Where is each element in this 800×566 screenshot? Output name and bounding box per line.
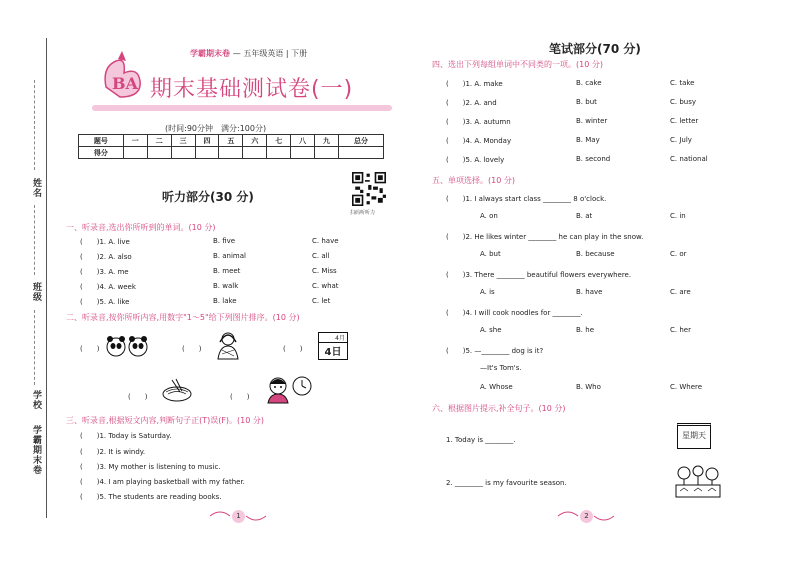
noodles-icon	[160, 376, 194, 404]
part5-q5: ( )5. —________ dog is it?	[446, 347, 544, 355]
calendar-day: 4日	[324, 347, 342, 358]
part4-q2-c: C. busy	[670, 98, 697, 106]
part5-q1-a: A. on	[480, 212, 498, 220]
cell: 总分	[339, 135, 384, 147]
part5-q2-c: C. or	[670, 250, 687, 258]
part2-paren-5: ( )	[230, 393, 250, 401]
spring-garden-icon	[674, 463, 722, 499]
part4-q4-a: ( )4. A. Monday	[446, 137, 512, 145]
name-dash	[34, 80, 35, 170]
written-title: 笔试部分(70 分)	[549, 42, 641, 56]
part3-item-3: ( )3. My mother is listening to music.	[80, 463, 221, 471]
part1-q4-b: B. walk	[213, 282, 239, 290]
part1-q1-b: B. five	[213, 237, 236, 245]
part5-q3-a: A. is	[480, 288, 495, 296]
score-row	[79, 147, 384, 159]
part1-heading: 一、听录音,选出你所听到的单词。(10 分)	[66, 223, 216, 232]
part6-heading: 六、根据图片提示,补全句子。(10 分)	[432, 404, 566, 413]
cell: 六	[243, 135, 267, 147]
part1-q1-a: ( )1. A. live	[80, 238, 130, 246]
part6-s1: 1. Today is ________.	[446, 436, 516, 444]
cell: 一	[123, 135, 147, 147]
part5-q5-opt-a: A. Whose	[480, 383, 513, 391]
part3-item-1: ( )1. Today is Saturday.	[80, 432, 172, 440]
class-dash	[34, 205, 35, 275]
part5-q3-b: B. have	[576, 288, 603, 296]
part5-q4-c: C. her	[670, 326, 691, 334]
part4-q5-c: C. national	[670, 155, 708, 163]
part5-q1-c: C. in	[670, 212, 686, 220]
part1-q2-a: ( )2. A. also	[80, 253, 132, 261]
part5-heading: 五、单项选择。(10 分)	[432, 176, 515, 185]
part3-item-4: ( )4. I am playing basketball with my father.	[80, 478, 245, 486]
part1-q5-a: ( )5. A. like	[80, 298, 130, 306]
logo-icon	[98, 47, 146, 105]
volume-text: 下册	[291, 49, 308, 58]
part4-q3-b: B. winter	[576, 117, 608, 125]
part2-paren-2: ( )	[182, 345, 202, 353]
cell: 二	[147, 135, 171, 147]
part4-q3-a: ( )3. A. autumn	[446, 118, 511, 126]
part5-q4: ( )4. I will cook noodles for ________.	[446, 309, 583, 317]
school-dash	[34, 310, 35, 385]
part4-q1-c: C. take	[670, 79, 695, 87]
part5-q1-b: B. at	[576, 212, 593, 220]
cell: 四	[195, 135, 219, 147]
cell: 五	[219, 135, 243, 147]
part3-heading: 三、听录音,根据短文内容,判断句子正(T)误(F)。(10 分)	[66, 416, 265, 425]
part5-q4-b: B. he	[576, 326, 594, 334]
part5-q2-a: A. but	[480, 250, 501, 258]
svg-text:BA: BA	[112, 74, 138, 93]
sunday-calendar-icon: 星期天	[677, 423, 711, 449]
part5-q4-a: A. she	[480, 326, 502, 334]
score-header-row	[79, 135, 384, 147]
grade-text: 五年级英语	[243, 49, 284, 58]
cell: 八	[291, 135, 315, 147]
part1-q1-c: C. have	[312, 237, 339, 245]
cell: 三	[171, 135, 195, 147]
page-number-right: 2	[580, 510, 593, 523]
part1-q4-c: C. what	[312, 282, 339, 290]
part2-paren-1: ( )	[80, 345, 100, 353]
part5-q1: ( )1. I always start class ________ 8 o'clock.	[446, 195, 607, 203]
cell: 题号	[79, 135, 124, 147]
part4-q2-a: ( )2. A. and	[446, 99, 497, 107]
part2-paren-3: ( )	[283, 345, 303, 353]
part1-q3-c: C. Miss	[312, 267, 337, 275]
part4-q5-a: ( )5. A. lovely	[446, 156, 505, 164]
part3-item-2: ( )2. It is windy.	[80, 448, 146, 456]
part1-q2-b: B. animal	[213, 252, 246, 260]
pandas-icon	[104, 332, 150, 358]
part4-q4-b: B. May	[576, 136, 600, 144]
part6-s2: 2. ________ is my favourite season.	[446, 479, 567, 487]
page-title: 期末基础测试卷(一)	[150, 77, 354, 102]
part1-q3-b: B. meet	[213, 267, 241, 275]
part5-q3: ( )3. There ________ beautiful flowers everywhere.	[446, 271, 632, 279]
part1-q3-a: ( )3. A. me	[80, 268, 129, 276]
listening-title: 听力部分(30 分)	[162, 190, 254, 204]
score-table	[78, 134, 384, 159]
part4-q2-b: B. but	[576, 98, 597, 106]
part4-q1-b: B. cake	[576, 79, 602, 87]
part3-item-5: ( )5. The students are reading books.	[80, 493, 222, 501]
part1-q2-c: C. all	[312, 252, 330, 260]
time-info: (时间:90分钟 满分:100分)	[165, 124, 267, 133]
cell: 得分	[79, 147, 124, 159]
cell: 七	[267, 135, 291, 147]
name-label: 姓名	[31, 178, 41, 198]
part1-q4-a: ( )4. A. week	[80, 283, 136, 291]
page-number-left: 1	[232, 510, 245, 523]
calendar-icon	[318, 332, 348, 360]
part4-q4-c: C. July	[670, 136, 692, 144]
qr-code-icon[interactable]	[352, 172, 386, 206]
part5-q3-c: C. are	[670, 288, 691, 296]
part1-q5-c: C. let	[312, 297, 331, 305]
part4-q1-a: ( )1. A. make	[446, 80, 503, 88]
part2-heading: 二、听录音,按你所听内容,用数字"1～5"给下列图片排序。(10 分)	[66, 313, 300, 322]
series-line: 学霸期末卷 — 五年级英语 | 下册	[190, 49, 308, 58]
boy-clock-icon	[266, 372, 312, 404]
title-underline	[92, 105, 392, 111]
part1-q5-b: B. lake	[213, 297, 237, 305]
part5-q5-opt-b: B. Who	[576, 383, 601, 391]
class-label: 班级	[31, 282, 41, 302]
part4-heading: 四、选出下列每组单词中不同类的一项。(10 分)	[432, 60, 603, 69]
qr-caption: 扫码听听力	[350, 210, 376, 216]
binding-line	[46, 38, 47, 518]
school-label: 学校	[31, 390, 41, 410]
cell: 九	[315, 135, 339, 147]
part4-q3-c: C. letter	[670, 117, 699, 125]
part2-paren-4: ( )	[128, 393, 148, 401]
part5-q5-b: —It's Tom's.	[480, 364, 522, 372]
series-margin-label: 学霸期末卷	[31, 425, 41, 475]
part5-q5-opt-c: C. Where	[670, 383, 703, 391]
part5-q2: ( )2. He likes winter ________ he can play in the snow.	[446, 233, 644, 241]
series-name: 学霸期末卷	[190, 49, 230, 58]
mother-music-icon	[212, 330, 244, 360]
part4-q5-b: B. second	[576, 155, 611, 163]
calendar-month: 4月	[319, 333, 347, 343]
part5-q2-b: B. because	[576, 250, 615, 258]
